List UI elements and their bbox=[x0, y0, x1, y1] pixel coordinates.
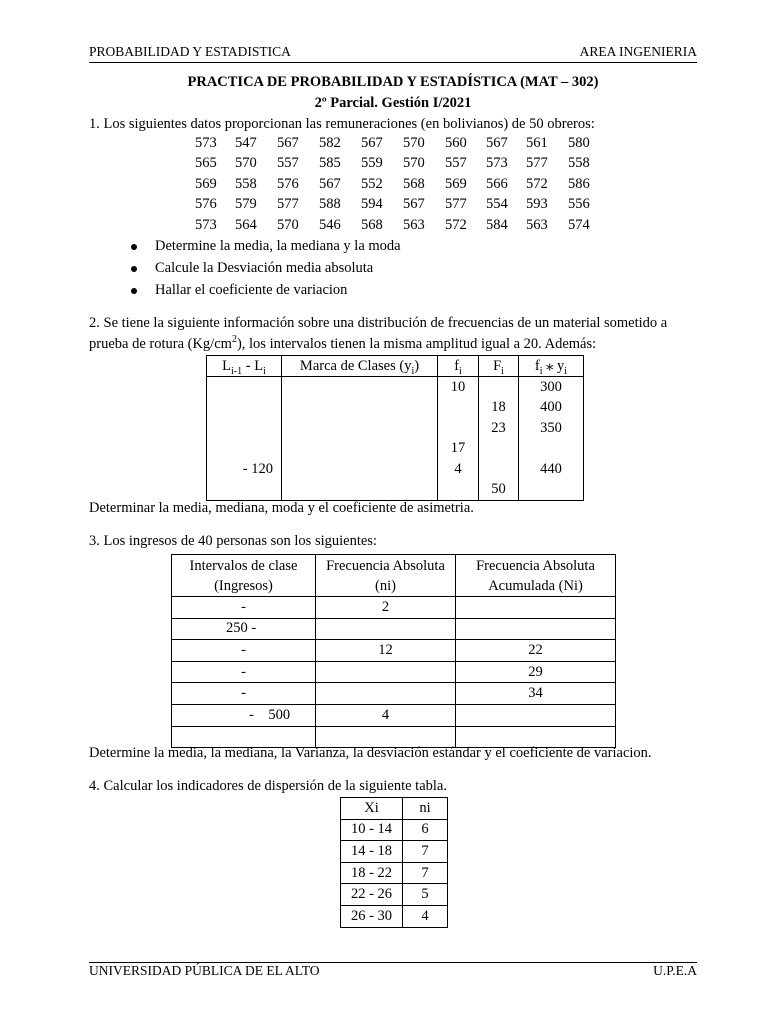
q3-table-cell bbox=[456, 704, 616, 726]
q1-bullet: Determine la media, la mediana y la moda bbox=[155, 238, 401, 254]
q1-data-value: 568 bbox=[403, 176, 425, 192]
q1-data-value: 567 bbox=[486, 135, 508, 151]
q2-cell-class-mark bbox=[282, 439, 438, 460]
q1-data-value: 573 bbox=[486, 155, 508, 171]
q1-data-value: 570 bbox=[235, 155, 257, 171]
q3-table-cell: 250 - bbox=[172, 618, 316, 640]
q3-instruction: Determine la media, la mediana, la Varianza, la desviación estándar y el coeficiente de variacion. bbox=[89, 745, 652, 761]
q2-cell-limits bbox=[207, 418, 282, 439]
q1-data-value: 557 bbox=[277, 155, 299, 171]
q2-cell-class-mark bbox=[282, 480, 438, 501]
q2-instruction: Determinar la media, mediana, moda y el coeficiente de asimetria. bbox=[89, 500, 474, 516]
q1-data-value: 573 bbox=[195, 217, 217, 233]
q3-table-cell: 4 bbox=[316, 704, 456, 726]
q1-data-value: 557 bbox=[445, 155, 467, 171]
q1-data-value: 567 bbox=[319, 176, 341, 192]
q1-data-value: 584 bbox=[486, 217, 508, 233]
header-right: AREA INGENIERIA bbox=[579, 44, 697, 59]
header-left: PROBABILIDAD Y ESTADISTICA bbox=[89, 44, 291, 59]
q2-superscript: 2 bbox=[231, 334, 237, 346]
q1-data-value: 580 bbox=[568, 135, 590, 151]
q2-header-fi: $f_i$ bbox=[438, 356, 479, 377]
q2-cell-fi bbox=[438, 480, 479, 501]
q4-table-cell: 5 bbox=[403, 884, 448, 906]
q3-table-cell bbox=[316, 683, 456, 705]
q2-cell-limits bbox=[207, 439, 282, 460]
q2-cell-class-mark bbox=[282, 418, 438, 439]
q3-table-cell bbox=[316, 618, 456, 640]
q2-cell-limits bbox=[207, 480, 282, 501]
q1-bullet: Hallar el coeficiente de variacion bbox=[155, 282, 348, 298]
page-title: PRACTICA DE PROBABILIDAD Y ESTADÍSTICA (MAT – 302) bbox=[187, 74, 599, 90]
q2-cell-Fi bbox=[479, 377, 519, 398]
q1-data-value: 566 bbox=[486, 176, 508, 192]
q2-cell-fiyi: 400 bbox=[540, 399, 562, 416]
q1-data-value: 577 bbox=[277, 196, 299, 212]
q1-data-value: 576 bbox=[195, 196, 217, 212]
q3-header-ni: Frecuencia Absoluta (ni) bbox=[316, 555, 456, 597]
q1-data-value: 558 bbox=[568, 155, 590, 171]
q2-cell-limits: - 120 bbox=[207, 459, 282, 480]
q2-line2-part: ), los intervalos tienen la misma amplitud igual a 20. Además: bbox=[236, 336, 597, 352]
q1-data-value: 568 bbox=[361, 217, 383, 233]
q1-data-value: 560 bbox=[445, 135, 467, 151]
q3-table-cell bbox=[316, 661, 456, 683]
q4-statement: 4. Calcular los indicadores de dispersión de la siguiente tabla. bbox=[89, 778, 447, 794]
q1-statement: 1. Los siguientes datos proporcionan las remuneraciones (en bolivianos) de 50 obreros: bbox=[89, 116, 595, 132]
q1-data-value: 588 bbox=[319, 196, 341, 212]
q1-data-value: 572 bbox=[445, 217, 467, 233]
q2-header-fiyi: $f_i$ ⁎ $y_i$ bbox=[534, 357, 568, 377]
q1-data-value: 546 bbox=[319, 217, 341, 233]
q1-data-value: 569 bbox=[195, 176, 217, 192]
q1-data-value: 567 bbox=[361, 135, 383, 151]
header-rule bbox=[89, 62, 697, 63]
q3-table-cell: - bbox=[172, 597, 316, 619]
q4-table-cell: 18 - 22 bbox=[341, 862, 403, 884]
q4-table-cell: 4 bbox=[403, 905, 448, 927]
q1-data-value: 565 bbox=[195, 155, 217, 171]
q2-cell-fiyi: 350 bbox=[540, 419, 562, 436]
q2-cell-Fi bbox=[479, 459, 519, 480]
q2-cell-fiyi: 300 bbox=[540, 378, 562, 395]
q2-cell-fi bbox=[438, 398, 479, 419]
q3-table-cell: 34 bbox=[456, 683, 616, 705]
q1-data-value: 567 bbox=[403, 196, 425, 212]
q2-cell-fi: 4 bbox=[438, 459, 479, 480]
q1-data-value: 573 bbox=[195, 135, 217, 151]
q3-table-cell: - bbox=[172, 661, 316, 683]
q2-statement-line2 bbox=[89, 336, 596, 353]
q2-cell-fi: 10 bbox=[438, 377, 479, 398]
q3-table-cell: - bbox=[172, 640, 316, 662]
q4-header-xi: Xi bbox=[341, 798, 403, 820]
q2-statement-line1: 2. Se tiene la siguiente información sobre una distribución de frecuencias de un material sometido a bbox=[89, 315, 668, 331]
q2-cell-fiyi bbox=[519, 439, 584, 460]
q1-data-value: 577 bbox=[526, 155, 548, 171]
q2-cell-Fi: 50 bbox=[479, 480, 519, 501]
q4-dispersion-table bbox=[340, 797, 448, 928]
q1-data-value: 563 bbox=[403, 217, 425, 233]
footer-left: UNIVERSIDAD PÚBLICA DE EL ALTO bbox=[89, 963, 320, 978]
q4-table-cell: 7 bbox=[403, 841, 448, 863]
q4-table-cell: 6 bbox=[403, 819, 448, 841]
q3-table-cell bbox=[456, 618, 616, 640]
q1-data-value: 577 bbox=[445, 196, 467, 212]
q3-table-cell: 22 bbox=[456, 640, 616, 662]
q1-data-value: 554 bbox=[486, 196, 508, 212]
q1-data-value: 579 bbox=[235, 196, 257, 212]
q1-data-value: 594 bbox=[361, 196, 383, 212]
q1-data-value: 574 bbox=[568, 217, 590, 233]
q2-cell-Fi: 23 bbox=[479, 418, 519, 439]
bullet-icon bbox=[131, 288, 137, 294]
q3-table-cell: 29 bbox=[456, 661, 616, 683]
q3-table-cell: 2 bbox=[316, 597, 456, 619]
q3-header-Ni: Frecuencia Absoluta Acumulada (Ni) bbox=[456, 555, 616, 597]
q3-table-cell: 12 bbox=[316, 640, 456, 662]
q1-data-value: 570 bbox=[403, 135, 425, 151]
q4-table-cell: 22 - 26 bbox=[341, 884, 403, 906]
q3-income-table bbox=[171, 554, 616, 748]
q2-cell-limits bbox=[207, 398, 282, 419]
q2-cell-fiyi bbox=[519, 480, 584, 501]
q3-table-cell: - 500 bbox=[172, 704, 316, 726]
q4-table-cell: 10 - 14 bbox=[341, 819, 403, 841]
q1-data-value: 593 bbox=[526, 196, 548, 212]
q2-frequency-table bbox=[206, 355, 584, 501]
q1-data-value: 563 bbox=[526, 217, 548, 233]
q2-line2-part: prueba de rotura (Kg/cm bbox=[89, 336, 232, 352]
q2-cell-class-mark bbox=[282, 398, 438, 419]
q3-statement: 3. Los ingresos de 40 personas son los siguientes: bbox=[89, 533, 377, 549]
q2-cell-fiyi: 440 bbox=[540, 460, 562, 477]
bullet-icon bbox=[131, 266, 137, 272]
q1-data-value: 585 bbox=[319, 155, 341, 171]
q4-table-cell: 14 - 18 bbox=[341, 841, 403, 863]
q2-cell-Fi bbox=[479, 439, 519, 460]
q1-data-value: 564 bbox=[235, 217, 257, 233]
bullet-icon bbox=[131, 244, 137, 250]
q1-data-value: 582 bbox=[319, 135, 341, 151]
q2-cell-class-mark bbox=[282, 377, 438, 398]
q1-data-value: 570 bbox=[403, 155, 425, 171]
q4-header-ni: ni bbox=[403, 798, 448, 820]
q1-data-value: 576 bbox=[277, 176, 299, 192]
q2-cell-fi: 17 bbox=[438, 439, 479, 460]
footer-right: U.P.E.A bbox=[653, 963, 697, 978]
q1-data-value: 552 bbox=[361, 176, 383, 192]
q2-header-class-mark: Marca de Clases $(y_i)$ bbox=[282, 356, 438, 377]
q4-table-cell: 26 - 30 bbox=[341, 905, 403, 927]
q1-data-value: 586 bbox=[568, 176, 590, 192]
page-subtitle: 2º Parcial. Gestión I/2021 bbox=[314, 95, 472, 111]
q1-bullet: Calcule la Desviación media absoluta bbox=[155, 260, 374, 276]
q1-data-value: 547 bbox=[235, 135, 257, 151]
q1-data-value: 567 bbox=[277, 135, 299, 151]
q1-data-value: 569 bbox=[445, 176, 467, 192]
q1-data-value: 559 bbox=[361, 155, 383, 171]
q2-header-Fi: $F_i$ bbox=[479, 356, 519, 377]
q2-cell-Fi: 18 bbox=[479, 398, 519, 419]
q2-cell-class-mark bbox=[282, 459, 438, 480]
q1-data-value: 556 bbox=[568, 196, 590, 212]
q2-cell-limits bbox=[207, 377, 282, 398]
q3-table-cell bbox=[456, 597, 616, 619]
q4-table-cell: 7 bbox=[403, 862, 448, 884]
q3-table-cell: - bbox=[172, 683, 316, 705]
q1-data-value: 570 bbox=[277, 217, 299, 233]
q1-data-value: 561 bbox=[526, 135, 548, 151]
q2-cell-fi bbox=[438, 418, 479, 439]
q1-data-value: 558 bbox=[235, 176, 257, 192]
q1-data-value: 572 bbox=[526, 176, 548, 192]
q3-header-intervals: Intervalos de clase (Ingresos) bbox=[172, 555, 316, 597]
q2-header-limits: $L_{i-1} - L_i$ bbox=[207, 356, 282, 377]
